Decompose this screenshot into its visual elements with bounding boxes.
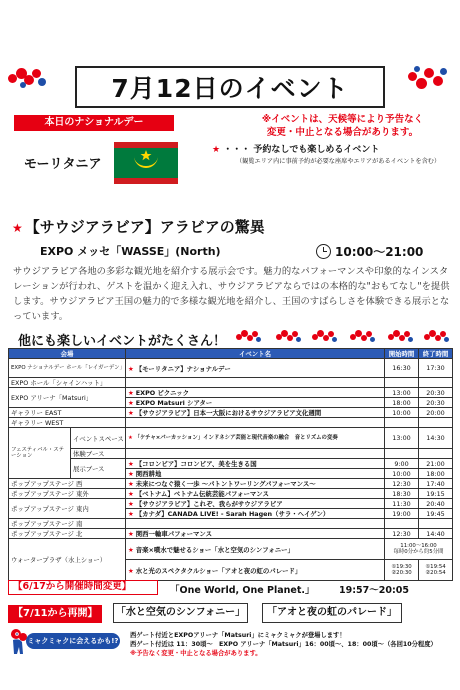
- table-row: [9, 479, 453, 489]
- expo-mini-logo-icon: [350, 329, 376, 344]
- event-cell: [126, 499, 385, 509]
- table-row: [9, 459, 453, 469]
- table-row: [9, 359, 453, 378]
- end-cell: 19:45: [419, 509, 453, 519]
- end-cell: 17:30: [419, 359, 453, 378]
- venue-cell: EXPO ホール「シャインハット」: [9, 378, 126, 388]
- myaku-line-2: 西ゲート付近は 11：30頃～ EXPO アリーナ「Matsuri」16：00頃～、18：00頃～（各回10分程度）: [130, 641, 437, 648]
- start-cell: 9:00: [385, 459, 419, 469]
- end-cell: 17:40: [419, 479, 453, 489]
- sub-venue-cell: 体験ブース: [71, 449, 126, 459]
- end-cell: 14:40: [419, 529, 453, 539]
- resume-event-1: 「水と空気のシンフォニー」: [113, 603, 248, 623]
- start-cell: 10:00: [385, 408, 419, 418]
- event-name: EXPO ピクニック: [135, 389, 189, 397]
- star-icon: ★: [128, 460, 134, 468]
- event-cell: [126, 378, 385, 388]
- end-cell: 14:30: [419, 428, 453, 449]
- star-icon: ★: [128, 470, 134, 478]
- main-event-title-text: 【サウジアラビア】アラビアの驚異: [24, 218, 265, 236]
- event-name: 関西耕地: [135, 470, 162, 478]
- table-header-row: [9, 349, 453, 359]
- event-name: 【コロンビア】コロンビア、美を生きる国: [135, 460, 257, 468]
- expo-logo-left-icon: [8, 66, 48, 92]
- star-icon: ★: [128, 510, 134, 518]
- table-row: [9, 519, 453, 529]
- start-cell: 16:30: [385, 359, 419, 378]
- event-name: 未来につなぐ猿く一歩 ～パトントワーリングパフォーマンス～: [135, 480, 316, 488]
- schedule-table: [8, 348, 453, 581]
- notice-line-2: 変更・中止となる場合があります。: [266, 127, 419, 138]
- venue-cell: フェスティバル・ステーション: [9, 428, 71, 479]
- start-cell: 11:30: [385, 499, 419, 509]
- event-name: 【サウジアラビア】日本一大阪におけるサウジアラビア文化週間: [135, 409, 322, 417]
- table-row: [9, 428, 453, 449]
- event-cell: [126, 539, 385, 560]
- expo-mini-logo-icon: [312, 329, 338, 344]
- expo-logo-right-icon: [408, 66, 448, 92]
- star-icon: ★: [128, 389, 134, 397]
- event-cell: [126, 529, 385, 539]
- expo-mini-logo-icon: [236, 329, 262, 344]
- legend-line: [212, 142, 379, 155]
- event-cell: [126, 418, 385, 428]
- start-cell: 12:30: [385, 529, 419, 539]
- star-icon: ★: [128, 435, 133, 441]
- header-event: イベント名: [126, 349, 385, 359]
- time-change-time: 19:57～20:05: [339, 585, 409, 596]
- venue-cell: ウォータープラザ（水上ショー）: [9, 539, 126, 581]
- star-icon: ★: [128, 409, 134, 417]
- star-icon: ★: [128, 399, 134, 407]
- event-cell: [126, 428, 385, 449]
- start-cell: 13:00: [385, 428, 419, 449]
- end-cell: 20:30: [419, 388, 453, 398]
- table-row: [9, 449, 453, 459]
- venue-cell: EXPO アリーナ「Matsuri」: [9, 388, 126, 408]
- other-events-heading: 他にも楽しいイベントがたくさん！: [18, 334, 227, 349]
- venue-cell: ギャラリー WEST: [9, 418, 126, 428]
- main-event-venue: EXPO メッセ「WASSE」(North): [40, 245, 221, 258]
- event-cell: [126, 408, 385, 418]
- end-cell: ①19:54 ②20:54: [419, 560, 453, 581]
- time-cell: 11:00～16:00 毎時0分から約5分間: [385, 539, 453, 560]
- event-name: 【カナダ】CANADA LIVE! - Sarah Hagen（サラ・ヘイゲン）: [135, 510, 330, 518]
- expo-mini-logo-icon: [276, 329, 302, 344]
- weather-notice: [230, 113, 455, 139]
- event-cell: [126, 449, 385, 459]
- event-name: 「ケチャ×パーカッション」インドネシア芸能と現代音楽の融合 音とリズムの変奏: [134, 435, 338, 441]
- header-venue: 会場: [9, 349, 126, 359]
- event-cell: [126, 489, 385, 499]
- star-icon: ★: [128, 530, 134, 538]
- end-cell: 20:00: [419, 408, 453, 418]
- event-name: 水と光のスペクタクルショー「アオと夜の虹のパレード」: [135, 566, 302, 575]
- star-icon: ★: [128, 500, 134, 508]
- country-name: モーリタニア: [24, 157, 102, 172]
- star-icon: ★: [128, 545, 134, 554]
- main-event-time: 10:00～21:00: [335, 245, 424, 259]
- star-icon: ★: [128, 480, 134, 488]
- end-cell: 18:00: [419, 469, 453, 479]
- page-title: 7月12日のイベント: [75, 66, 385, 108]
- expo-mini-logo-icon: [388, 329, 414, 344]
- event-cell: [126, 459, 385, 469]
- sub-venue-cell: イベントスペース: [71, 428, 126, 449]
- myakumyaku-info: [130, 631, 456, 658]
- start-cell: 18:30: [385, 489, 419, 499]
- event-cell: [126, 398, 385, 408]
- start-cell: 10:00: [385, 469, 419, 479]
- star-icon: ★: [128, 364, 134, 373]
- end-cell: 20:40: [419, 499, 453, 509]
- venue-cell: ポップアップステージ 東外: [9, 489, 126, 499]
- time-change-event: 「One World, One Planet.」: [170, 585, 315, 596]
- myaku-line-1: 西ゲート付近とEXPOアリーナ「Matsuri」にミャクミャクが登場します！: [130, 632, 346, 639]
- sub-venue-cell: 展示ブース: [71, 459, 126, 479]
- expo-mini-logo-icon: [424, 329, 450, 344]
- main-event-description: サウジアラビア各地の多彩な観光地を紹介する展示会です。魅力的なパフォーマンスや印象的なインスタレーションが行われ、ゲストを温かく迎え入れ、サウジアラビアならではの本格的な"おもてなし"を提供します。サウジアラビア王国の魅力的で多様な観光地を紹介し、王国のすばらしさを体験できる展示となっています。: [13, 266, 450, 322]
- venue-cell: EXPO ナショナルデー ホール「レイガーデン」: [9, 359, 126, 378]
- venue-cell: ポップアップステージ 西: [9, 479, 126, 489]
- myaku-line-3: ※予告なく変更・中止となる場合があります。: [130, 650, 262, 657]
- header-end: 終了時間: [419, 349, 453, 359]
- table-row: [9, 529, 453, 539]
- event-name: EXPO Matsuri シアター: [135, 399, 213, 407]
- end-cell: 19:15: [419, 489, 453, 499]
- event-cell: [126, 519, 385, 529]
- start-cell: ①19:30 ②20:30: [385, 560, 419, 581]
- notice-line-1: ※イベントは、天候等により予告なく: [261, 114, 424, 125]
- mauritania-flag-icon: [114, 142, 178, 184]
- star-icon: ★: [128, 566, 134, 575]
- event-name: 【サウジアラビア】これぞ、我らがサウジアラビア: [135, 500, 283, 508]
- venue-cell: ポップアップステージ 南: [9, 519, 126, 529]
- end-cell: 21:00: [419, 459, 453, 469]
- resume-event-2: 「アオと夜の虹のパレード」: [262, 603, 402, 623]
- resume-label: 【7/11から再開】: [8, 605, 102, 623]
- myakumyaku-badge: ミャクミャクに会えるかも!?: [26, 633, 120, 649]
- event-name: 関西一輪車パフォーマンス: [135, 530, 212, 538]
- star-icon: ★: [12, 221, 23, 235]
- main-event-title: [12, 216, 265, 237]
- event-name: 【ベトナム】ベトナム伝統芸能パフォーマンス: [135, 490, 269, 498]
- legend-text: ・・・ 予約なしでも楽しめるイベント: [223, 145, 380, 155]
- table-row: [9, 388, 453, 398]
- venue-cell: ギャラリー EAST: [9, 408, 126, 418]
- header-start: 開始時間: [385, 349, 419, 359]
- venue-cell: ポップアップステージ 北: [9, 529, 126, 539]
- table-row: [9, 489, 453, 499]
- start-cell: 13:00: [385, 388, 419, 398]
- table-row: [9, 499, 453, 509]
- event-cell: [126, 560, 385, 581]
- legend-star: ★: [212, 145, 221, 155]
- event-cell: [126, 388, 385, 398]
- table-row: [9, 539, 453, 560]
- start-cell: 18:00: [385, 398, 419, 408]
- event-cell: [126, 509, 385, 519]
- event-cell: [126, 469, 385, 479]
- venue-cell: ポップアップステージ 東内: [9, 499, 126, 519]
- national-day-banner: 本日のナショナルデー: [14, 115, 174, 131]
- table-row: [9, 378, 453, 388]
- clock-icon: [316, 244, 331, 259]
- start-cell: 19:00: [385, 509, 419, 519]
- event-cell: [126, 479, 385, 489]
- event-cell: [126, 359, 385, 378]
- star-icon: ★: [128, 490, 134, 498]
- event-name: 音楽×噴水で魅せるショー「水と空気のシンフォニー」: [135, 545, 294, 554]
- table-row: [9, 418, 453, 428]
- start-cell: 12:30: [385, 479, 419, 489]
- time-change-label: 【6/17から開催時間変更】: [8, 580, 158, 595]
- end-cell: 20:30: [419, 398, 453, 408]
- event-name: 【モーリタニア】ナショナルデー: [135, 364, 231, 373]
- legend-subtext: （観覧エリア内に事前予約が必要な座席やエリアがあるイベントを含む）: [236, 158, 441, 165]
- table-row: [9, 408, 453, 418]
